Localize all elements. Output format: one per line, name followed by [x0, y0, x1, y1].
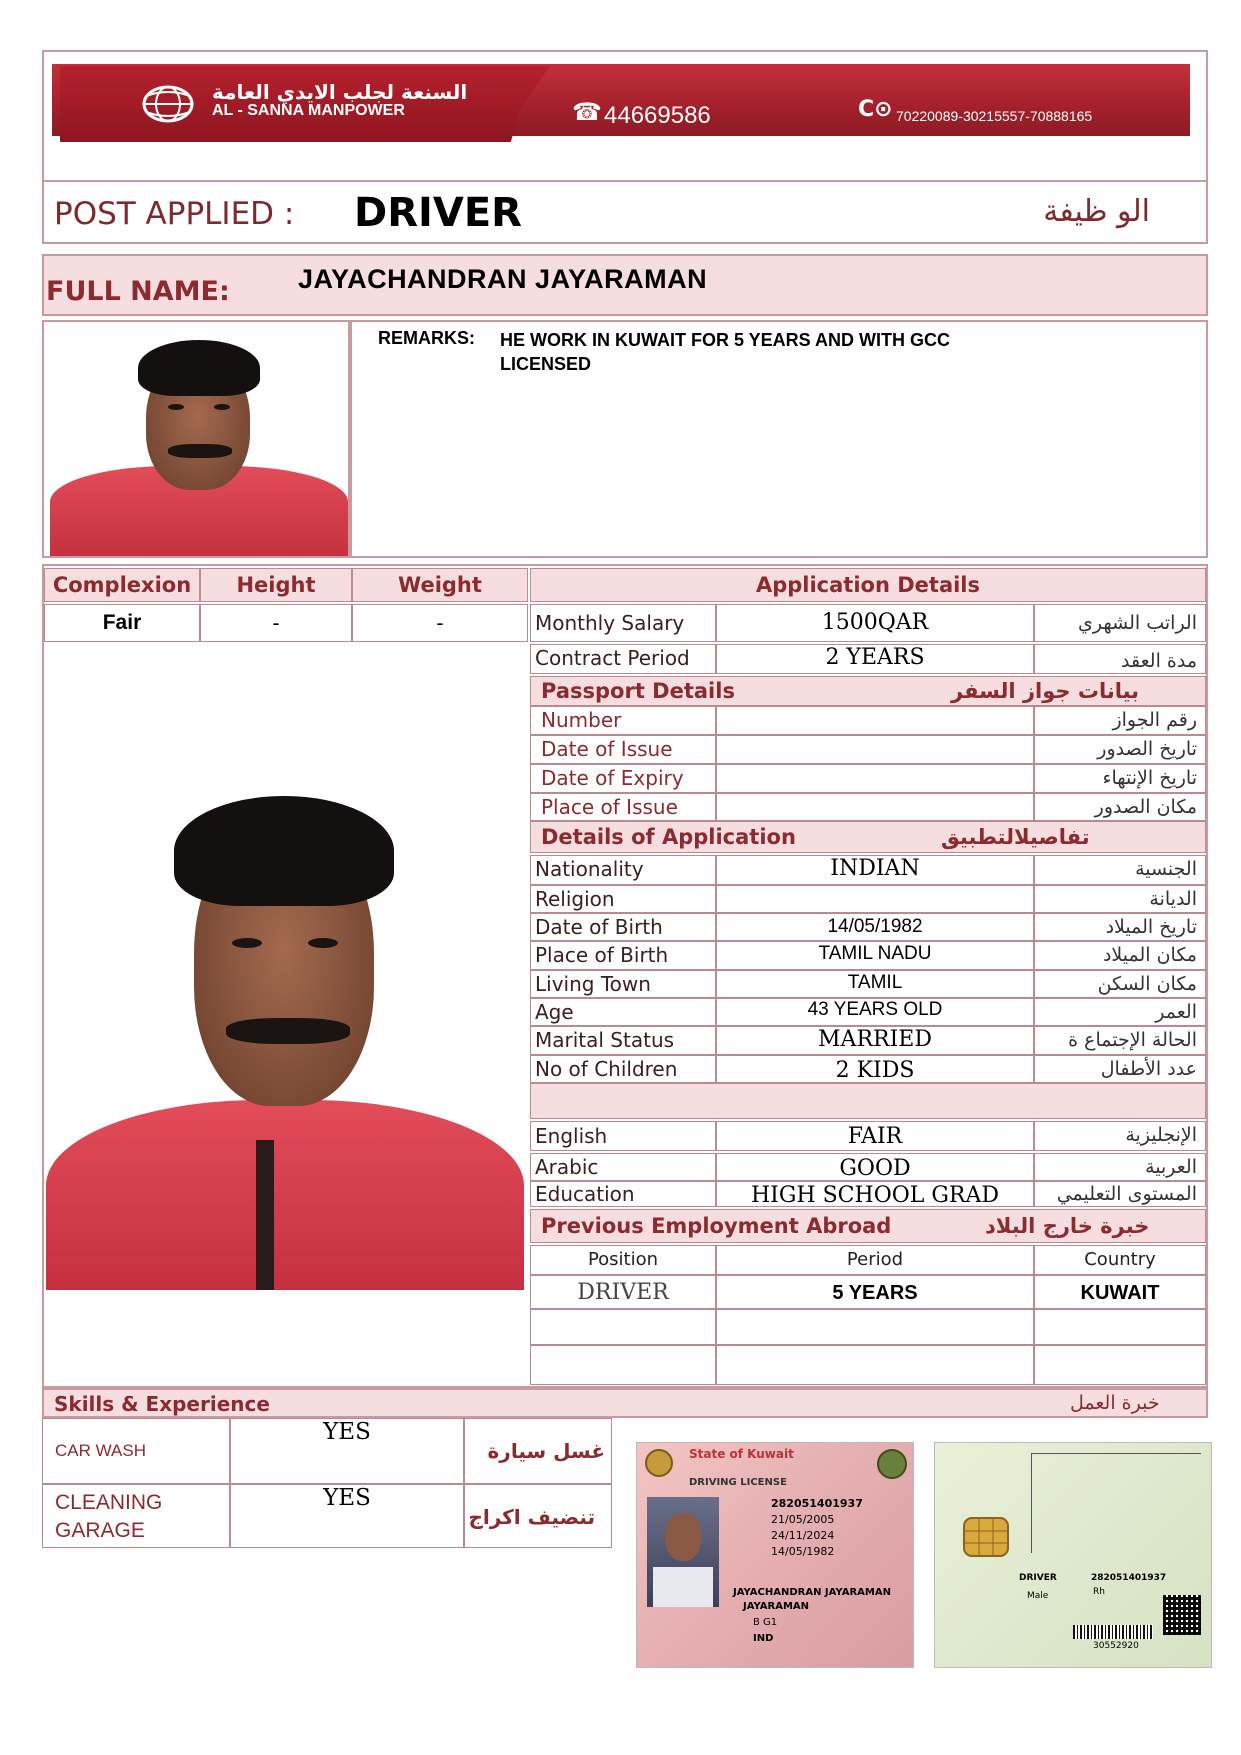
dob-arabic: تاريخ الميلاد [1034, 913, 1206, 941]
marital-status-label: Marital Status [530, 1026, 716, 1055]
english-value: FAIR [716, 1121, 1034, 1151]
complexion-value: Fair [44, 604, 200, 642]
english-label: English [530, 1121, 716, 1151]
passport-issue-arabic: تاريخ الصدور [1034, 735, 1206, 764]
passport-expiry-value [716, 764, 1034, 793]
contract-period-arabic: مدة العقد [1034, 644, 1206, 674]
employment-period-header: Period [716, 1245, 1034, 1275]
living-town-label: Living Town [530, 970, 716, 998]
monthly-salary-arabic: الراتب الشهري [1034, 604, 1206, 642]
religion-label: Religion [530, 885, 716, 913]
passport-number-value [716, 706, 1034, 735]
employment-position-value: DRIVER [530, 1275, 716, 1309]
passport-header: Passport Details بيانات جواز السفر [530, 676, 1206, 706]
nationality-value: INDIAN [716, 855, 1034, 885]
contract-period-label: Contract Period [530, 644, 716, 674]
applicant-photo-large [46, 780, 524, 1290]
children-arabic: عدد الأطفال [1034, 1055, 1206, 1083]
post-value: DRIVER [354, 190, 522, 236]
arabic-label: Arabic [530, 1153, 716, 1181]
passport-expiry-arabic: تاريخ الإنتهاء [1034, 764, 1206, 793]
children-label: No of Children [530, 1055, 716, 1083]
passport-expiry-label: Date of Expiry [530, 764, 716, 793]
passport-place-arabic: مكان الصدور [1034, 793, 1206, 821]
passport-place-value [716, 793, 1034, 821]
remarks-label: REMARKS: [378, 328, 475, 348]
skill-cleaning-arabic: تنضيف اكراج [464, 1484, 612, 1548]
dob-value: 14/05/1982 [716, 913, 1034, 941]
seal-icon [877, 1449, 907, 1479]
skill-carwash-arabic: غسل سيارة [464, 1418, 612, 1484]
employment-blank-2c [1034, 1345, 1206, 1385]
children-value: 2 KIDS [716, 1055, 1034, 1083]
height-value: - [200, 604, 352, 642]
chip-icon [963, 1517, 1009, 1557]
blank-band [530, 1083, 1206, 1119]
education-arabic: المستوى التعليمي [1034, 1181, 1206, 1207]
employment-blank-1b [716, 1309, 1034, 1345]
weight-value: - [352, 604, 528, 642]
employment-blank-2a [530, 1345, 716, 1385]
skill-carwash-value: YES [230, 1418, 464, 1484]
application-details-header: Application Details [530, 568, 1206, 602]
phone-icon: ☎ [572, 98, 602, 126]
employment-blank-2b [716, 1345, 1034, 1385]
passport-issue-value [716, 735, 1034, 764]
weight-header: Weight [352, 568, 528, 602]
age-label: Age [530, 998, 716, 1026]
education-value: HIGH SCHOOL GRAD [716, 1181, 1034, 1207]
pob-arabic: مكان الميلاد [1034, 941, 1206, 970]
marital-status-value: MARRIED [716, 1026, 1034, 1055]
fullname-label: FULL NAME: [46, 276, 230, 307]
remarks-line1: HE WORK IN KUWAIT FOR 5 YEARS AND WITH GCC [500, 330, 950, 350]
religion-value [716, 885, 1034, 913]
qr-code-icon [1163, 1595, 1201, 1635]
nationality-label: Nationality [530, 855, 716, 885]
driving-license-back: DRIVER 282051401937 Male Rh 30552920 [934, 1442, 1212, 1668]
height-header: Height [200, 568, 352, 602]
employment-blank-1c [1034, 1309, 1206, 1345]
driving-license-front: State of Kuwait DRIVING LICENSE 282051401937 21/05/2005 24/11/2024 14/05/1982 JAYACHANDRAN JAYARAMAN JAYARAMAN B G1 IND [636, 1442, 914, 1668]
complexion-header: Complexion [44, 568, 200, 602]
remarks-line2: LICENSED [500, 354, 592, 374]
employment-country-header: Country [1034, 1245, 1206, 1275]
barcode-icon [1073, 1625, 1153, 1639]
marital-status-arabic: الحالة الإجتماع ة [1034, 1026, 1206, 1055]
fullname-value: JAYACHANDRAN JAYARAMAN [298, 264, 708, 294]
living-town-arabic: مكان السكن [1034, 970, 1206, 998]
skill-carwash-label: CAR WASH [42, 1418, 230, 1484]
arabic-value: GOOD [716, 1153, 1034, 1181]
phone-number: 44669586 [604, 102, 711, 129]
mobile-icon: C⊙ [858, 97, 893, 122]
skill-cleaning-value: YES [230, 1484, 464, 1548]
company-arabic-name: السنعة لجلب الايدي العامة [212, 80, 468, 104]
monthly-salary-label: Monthly Salary [530, 604, 716, 642]
applicant-photo-small [50, 326, 348, 556]
english-arabic: الإنجليزية [1034, 1121, 1206, 1151]
skill-cleaning-label: CLEANING GARAGE [42, 1484, 230, 1548]
employment-period-value: 5 YEARS [716, 1275, 1034, 1309]
skills-header: Skills & Experience خبرة العمل [42, 1388, 1208, 1418]
employment-blank-1a [530, 1309, 716, 1345]
post-label: POST APPLIED : [54, 196, 295, 232]
globe-logo-icon [140, 84, 196, 124]
arabic-arabic: العربية [1034, 1153, 1206, 1181]
employment-header: Previous Employment Abroad خبرة خارج البلاد [530, 1209, 1206, 1243]
age-value: 43 YEARS OLD [716, 998, 1034, 1026]
nationality-arabic: الجنسية [1034, 855, 1206, 885]
mobile-numbers: 70220089-30215557-70888165 [896, 108, 1093, 124]
dob-label: Date of Birth [530, 913, 716, 941]
pob-value: TAMIL NADU [716, 941, 1034, 970]
license-photo [647, 1497, 719, 1607]
details-application-header: Details of Application تفاصيلالتطبيق [530, 821, 1206, 853]
company-name: AL - SANNA MANPOWER [212, 102, 405, 119]
passport-place-label: Place of Issue [530, 793, 716, 821]
age-arabic: العمر [1034, 998, 1206, 1026]
kuwait-emblem-icon [645, 1449, 673, 1477]
contract-period-value: 2 YEARS [716, 644, 1034, 674]
employment-position-header: Position [530, 1245, 716, 1275]
monthly-salary-value: 1500QAR [716, 604, 1034, 642]
employment-country-value: KUWAIT [1034, 1275, 1206, 1309]
remarks-frame [350, 320, 1208, 558]
living-town-value: TAMIL [716, 970, 1034, 998]
pob-label: Place of Birth [530, 941, 716, 970]
passport-number-label: Number [530, 706, 716, 735]
post-arabic: الو ظيفة [1043, 194, 1150, 229]
passport-number-arabic: رقم الجواز [1034, 706, 1206, 735]
passport-issue-label: Date of Issue [530, 735, 716, 764]
education-label: Education [530, 1181, 716, 1207]
religion-arabic: الديانة [1034, 885, 1206, 913]
